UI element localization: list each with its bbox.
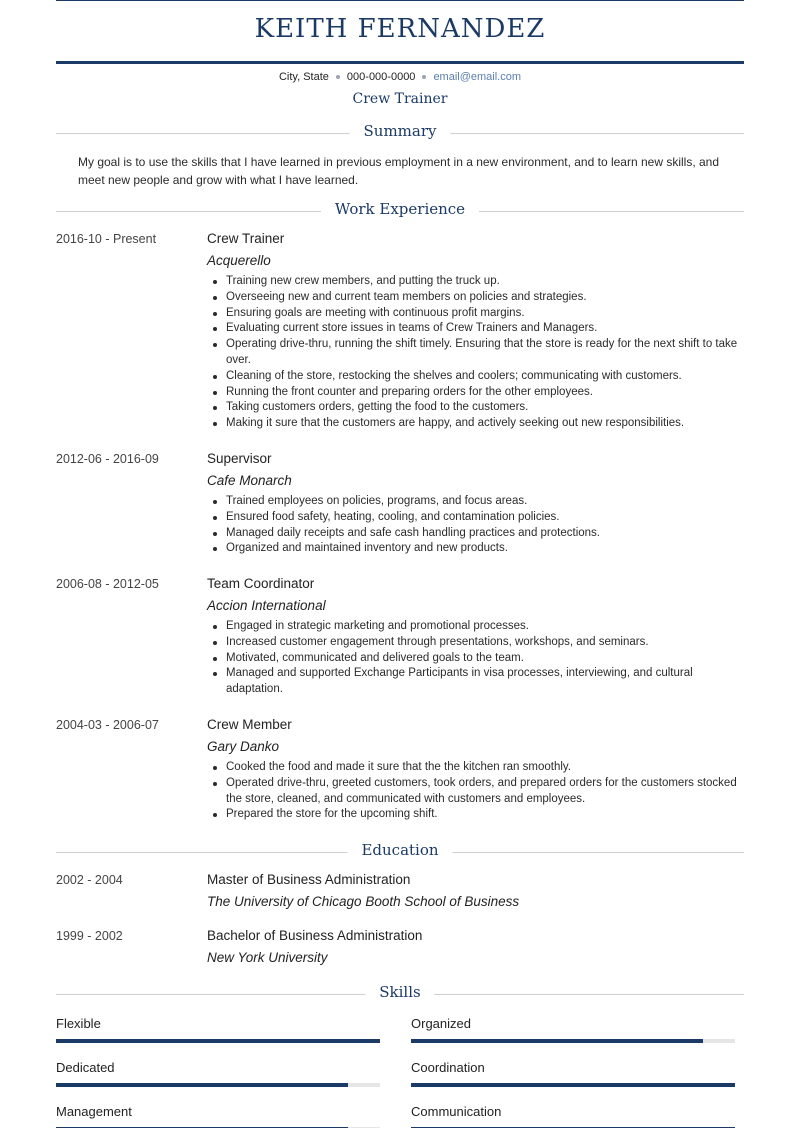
work-dates: 2016-10 - Present — [56, 232, 157, 246]
education-dates: 2002 - 2004 — [56, 873, 123, 887]
work-bullet: Organized and maintained inventory and new products. — [226, 541, 744, 557]
work-bullet: Making it sure that the customers are happy, and actively seeking out new responsibilities. — [226, 416, 744, 432]
contact-email-link[interactable]: email@email.com — [433, 71, 522, 83]
education-school: New York University — [207, 950, 328, 965]
skill-name: Dedicated — [56, 1060, 115, 1075]
work-bullet: Increased customer engagement through presentations, workshops, and seminars. — [226, 635, 744, 651]
skill-bar-fill — [411, 1039, 703, 1043]
work-dates: 2012-06 - 2016-09 — [56, 452, 159, 466]
work-company: Accion International — [207, 598, 326, 613]
skills-heading-label: Skills — [365, 983, 434, 1001]
candidate-name: KEITH FERNANDEZ — [254, 14, 546, 44]
skill-item — [56, 1060, 380, 1075]
work-role: Team Coordinator — [207, 576, 315, 591]
work-bullet: Ensuring goals are meeting with continuous profit margins. — [226, 306, 744, 322]
education-dates: 1999 - 2002 — [56, 929, 123, 943]
skills-heading — [56, 983, 744, 1005]
work-bullets — [226, 494, 744, 557]
education-heading-label: Education — [347, 841, 452, 859]
summary-text: My goal is to use the skills that I have learned in previous employment in a new environment, and to learn new skills, and meet new people and grow with what I have learned. — [78, 155, 720, 187]
summary-heading — [56, 122, 744, 144]
skill-bar-fill — [411, 1083, 735, 1087]
work-bullet: Trained employees on policies, programs, and focus areas. — [226, 494, 744, 510]
work-bullet: Motivated, communicated and delivered goals to the team. — [226, 651, 744, 667]
job-title: Crew Trainer — [352, 91, 448, 107]
work-bullet: Managed and supported Exchange Participants in visa processes, interviewing, and cultural adaptation. — [226, 666, 744, 698]
skill-bar-track — [411, 1083, 735, 1087]
work-role: Crew Member — [207, 717, 292, 732]
work-dates: 2006-08 - 2012-05 — [56, 577, 159, 591]
work-experience-heading-label: Work Experience — [321, 200, 479, 218]
education-school: The University of Chicago Booth School of Business — [207, 894, 520, 909]
skill-name: Organized — [411, 1016, 471, 1031]
work-bullet: Ensured food safety, heating, cooling, and contamination policies. — [226, 510, 744, 526]
work-bullet: Operated drive-thru, greeted customers, took orders, and prepared orders for the customers stocked the store, cleaned, and communicated with customers and employees. — [226, 776, 744, 808]
work-bullet: Engaged in strategic marketing and promotional processes. — [226, 619, 744, 635]
work-company: Cafe Monarch — [207, 473, 292, 488]
skill-item — [56, 1104, 380, 1119]
skill-bar-fill — [56, 1083, 348, 1087]
work-role: Supervisor — [207, 451, 272, 466]
work-company: Gary Danko — [207, 739, 280, 754]
education-degree: Bachelor of Business Administration — [207, 928, 423, 943]
work-bullet: Cleaning of the store, restocking the shelves and coolers; communicating with customers. — [226, 369, 744, 385]
contact-line — [56, 71, 744, 83]
skill-bar-fill — [56, 1039, 380, 1043]
work-bullet: Managed daily receipts and safe cash handling practices and protections. — [226, 526, 744, 542]
skill-name: Communication — [411, 1104, 502, 1119]
skill-bar-track — [411, 1039, 735, 1043]
work-bullet: Taking customers orders, getting the food to the customers. — [226, 400, 744, 416]
summary-heading-label: Summary — [350, 122, 451, 140]
contact-city: City, State — [278, 71, 329, 83]
work-bullets — [226, 760, 744, 823]
work-bullet: Prepared the store for the upcoming shift. — [226, 807, 744, 823]
name-rule — [56, 61, 744, 64]
work-experience-heading — [56, 200, 744, 222]
work-dates: 2004-03 - 2006-07 — [56, 718, 159, 732]
work-bullet: Training new crew members, and putting the truck up. — [226, 274, 744, 290]
skill-bar-track — [56, 1039, 380, 1043]
skill-name: Flexible — [56, 1016, 101, 1031]
skill-item — [411, 1104, 735, 1119]
separator-dot-icon — [336, 75, 340, 79]
work-bullets — [226, 274, 744, 432]
work-bullet: Cooked the food and made it sure that the the kitchen ran smoothly. — [226, 760, 744, 776]
skill-name: Management — [56, 1104, 132, 1119]
skill-bar-track — [56, 1083, 380, 1087]
education-heading — [56, 841, 744, 863]
work-bullet: Overseeing new and current team members on policies and strategies. — [226, 290, 744, 306]
skill-item — [56, 1016, 380, 1031]
work-company: Acquerello — [207, 253, 271, 268]
work-bullets — [226, 619, 744, 698]
top-rule — [56, 0, 744, 1]
skill-name: Coordination — [411, 1060, 485, 1075]
work-bullet: Operating drive-thru, running the shift timely. Ensuring that the store is ready for the next shift to take over. — [226, 337, 744, 369]
work-bullet: Running the front counter and preparing orders for the other employees. — [226, 385, 744, 401]
skill-item — [411, 1016, 735, 1031]
contact-phone: 000-000-0000 — [346, 71, 416, 83]
work-role: Crew Trainer — [207, 231, 285, 246]
education-degree: Master of Business Administration — [207, 872, 411, 887]
work-bullet: Evaluating current store issues in teams of Crew Trainers and Managers. — [226, 321, 744, 337]
separator-dot-icon — [422, 75, 426, 79]
skill-item — [411, 1060, 735, 1075]
